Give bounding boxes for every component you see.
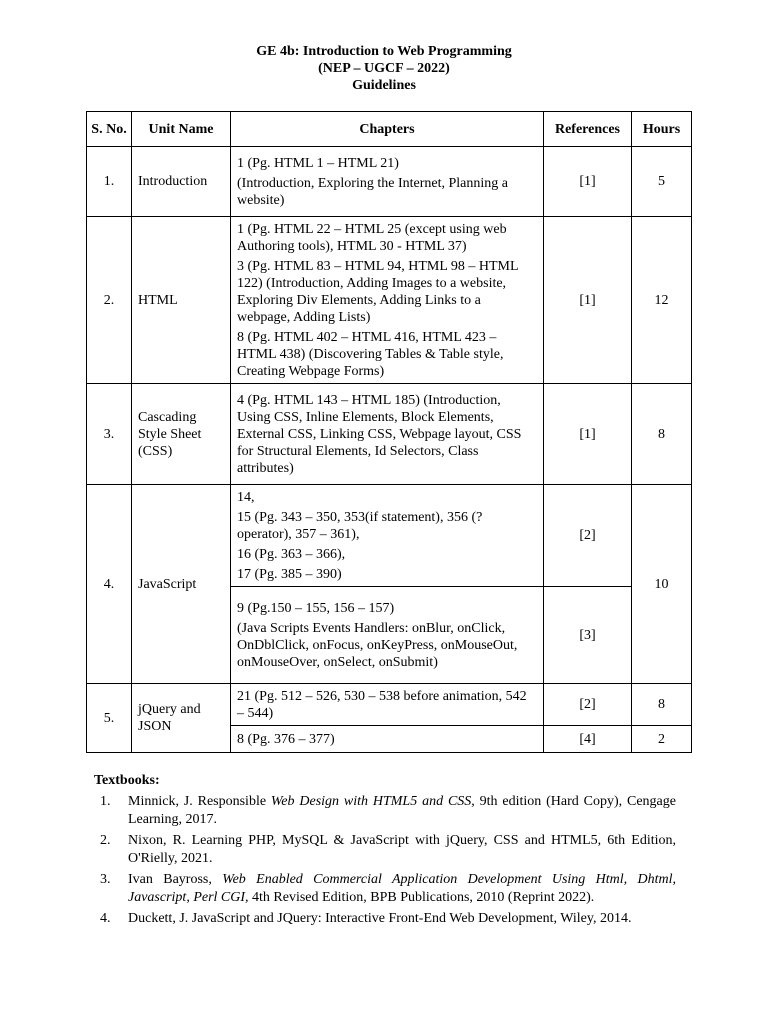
textbook-text: Minnick, J. Responsible	[128, 794, 271, 809]
chapter-line: 15 (Pg. 343 – 350, 353(if statement), 356 (? operator), 357 – 361),	[237, 509, 483, 542]
textbooks-heading: Textbooks:	[94, 773, 160, 788]
table-row	[87, 147, 692, 217]
textbook-number: 3.	[100, 872, 111, 887]
table-row	[87, 485, 692, 587]
cell-unit-name: Introduction	[132, 147, 231, 217]
textbook-text: Duckett, J. JavaScript and JQuery: Interactive Front-End Web Development, Wiley, 2014.	[128, 911, 632, 926]
header-hours: Hours	[632, 112, 692, 147]
textbook-number: 2.	[100, 833, 111, 848]
textbook-text-end: , 9th edition (Hard Copy), Cengage Learning, 2017.	[128, 794, 676, 827]
cell-hours: 5	[632, 147, 692, 217]
cell-unit-name: Cascading Style Sheet (CSS)	[132, 384, 231, 485]
syllabus-table	[86, 111, 692, 753]
cell-chapters	[231, 684, 544, 726]
cell-chapters	[231, 485, 544, 587]
table-header-row	[87, 112, 692, 147]
document-header	[0, 43, 768, 94]
chapter-line: 8 (Pg. 376 – 377)	[237, 731, 335, 747]
textbook-text-end: , 4th Revised Edition, BPB Publications, 2010 (Reprint 2022).	[245, 890, 595, 905]
chapter-line: 14,	[237, 489, 255, 505]
cell-references: [2]	[544, 485, 632, 587]
cell-references: [2]	[544, 684, 632, 726]
chapter-line: 8 (Pg. HTML 402 – HTML 416, HTML 423 – HTML 438) (Discovering Tables & Table style, Creating Webpage Forms)	[237, 329, 504, 379]
cell-references: [4]	[544, 726, 632, 753]
cell-chapters	[231, 726, 544, 753]
course-subtitle: (NEP – UGCF – 2022)	[318, 61, 450, 76]
chapter-line: 3 (Pg. HTML 83 – HTML 94, HTML 98 – HTML 122) (Introduction, Adding Images to a website, Exploring Div Elements, Adding Links to a webpage, Adding Lists)	[237, 258, 519, 325]
textbooks-list	[94, 793, 676, 928]
cell-sno: 5.	[87, 684, 132, 753]
cell-sno: 4.	[87, 485, 132, 684]
chapter-line: 4 (Pg. HTML 143 – HTML 185) (Introduction, Using CSS, Inline Elements, Block Elements, External CSS, Linking CSS, Webpage layout, CSS for Structural Elements, Id Selectors, Class attributes)	[237, 392, 522, 476]
chapter-line: (Introduction, Exploring the Internet, Planning a website)	[237, 175, 508, 208]
textbook-item	[94, 910, 676, 928]
textbook-item	[94, 871, 676, 907]
cell-unit-name: jQuery and JSON	[132, 684, 231, 753]
header-chapters: Chapters	[231, 112, 544, 147]
cell-unit-name: HTML	[132, 217, 231, 384]
cell-chapters	[231, 587, 544, 684]
cell-sno: 2.	[87, 217, 132, 384]
textbook-text: Ivan Bayross,	[128, 872, 223, 887]
cell-references: [1]	[544, 384, 632, 485]
cell-hours: 12	[632, 217, 692, 384]
cell-references: [3]	[544, 587, 632, 684]
textbook-title: Web Design with HTML5 and CSS	[270, 794, 472, 809]
table-row	[87, 684, 692, 726]
cell-chapters	[231, 147, 544, 217]
textbook-item	[94, 793, 676, 829]
cell-hours: 8	[632, 684, 692, 726]
header-unit-name: Unit Name	[132, 112, 231, 147]
chapter-line: 9 (Pg.150 – 155, 156 – 157)	[237, 600, 395, 616]
table-row	[87, 384, 692, 485]
chapter-line: 16 (Pg. 363 – 366),	[237, 546, 346, 562]
cell-chapters	[231, 217, 544, 384]
textbooks-section	[94, 772, 676, 931]
section-title: Guidelines	[352, 78, 416, 93]
header-sno: S. No.	[87, 112, 132, 147]
cell-hours: 10	[632, 485, 692, 684]
cell-references: [1]	[544, 147, 632, 217]
cell-hours: 8	[632, 384, 692, 485]
textbook-text: Nixon, R. Learning PHP, MySQL & JavaScript with jQuery, CSS and HTML5, 6th Edition, O'Rielly, 2021.	[128, 833, 676, 866]
table-row	[87, 217, 692, 384]
cell-unit-name: JavaScript	[132, 485, 231, 684]
cell-hours: 2	[632, 726, 692, 753]
textbook-item	[94, 832, 676, 868]
cell-references: [1]	[544, 217, 632, 384]
textbook-title: Web Enabled Commercial Application Development Using Html, Dhtml, Javascript, Perl CGI	[128, 872, 676, 905]
textbook-number: 1.	[100, 794, 111, 809]
chapter-line: 1 (Pg. HTML 22 – HTML 25 (except using web Authoring tools), HTML 30 - HTML 37)	[237, 221, 507, 254]
cell-sno: 3.	[87, 384, 132, 485]
chapter-line: 17 (Pg. 385 – 390)	[237, 566, 342, 582]
header-references: References	[544, 112, 632, 147]
cell-sno: 1.	[87, 147, 132, 217]
chapter-line: 21 (Pg. 512 – 526, 530 – 538 before animation, 542 – 544)	[237, 688, 527, 721]
chapter-line: (Java Scripts Events Handlers: onBlur, onClick, OnDblClick, onFocus, onKeyPress, onMouseOut, onMouseOver, onSelect, onSubmit)	[237, 620, 518, 670]
textbook-number: 4.	[100, 911, 111, 926]
cell-chapters	[231, 384, 544, 485]
chapter-line: 1 (Pg. HTML 1 – HTML 21)	[237, 155, 399, 171]
course-title: GE 4b: Introduction to Web Programming	[256, 44, 512, 59]
